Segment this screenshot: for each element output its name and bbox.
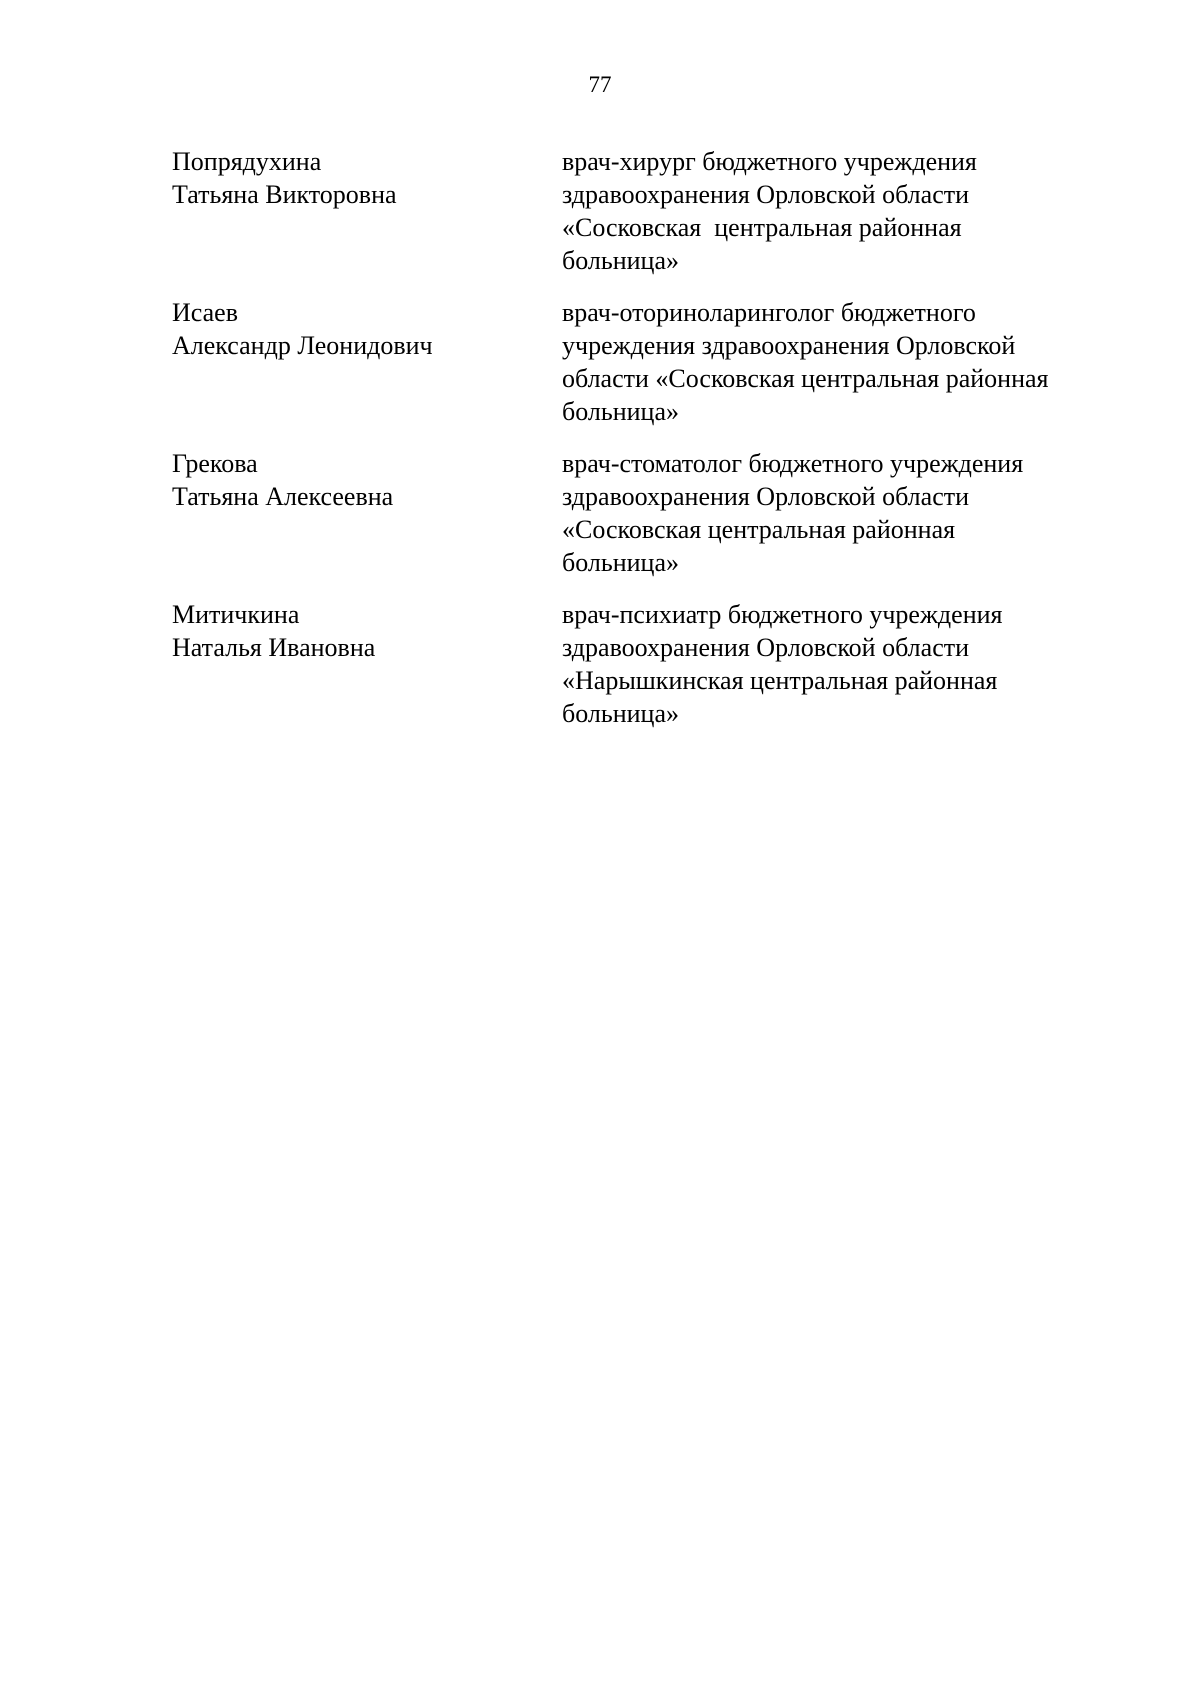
position-line: «Нарышкинская центральная районная xyxy=(562,666,998,695)
member-name xyxy=(172,296,562,428)
member-list xyxy=(172,145,1112,749)
member-position xyxy=(562,447,1112,579)
position-line: «Сосковская центральная районная xyxy=(562,213,962,242)
position-line: врач-хирург бюджетного учреждения xyxy=(562,147,977,176)
position-line: врач-стоматолог бюджетного учреждения xyxy=(562,449,1024,478)
position-line: больница» xyxy=(562,246,679,275)
member-position xyxy=(562,145,1112,277)
member-surname: Исаев xyxy=(172,298,238,327)
member-entry xyxy=(172,447,1112,579)
position-line: больница» xyxy=(562,397,679,426)
member-entry xyxy=(172,296,1112,428)
member-entry xyxy=(172,145,1112,277)
member-given-names: Татьяна Викторовна xyxy=(172,180,397,209)
position-line: здравоохранения Орловской области xyxy=(562,482,970,511)
position-line: больница» xyxy=(562,699,679,728)
page-number: 77 xyxy=(588,72,612,97)
member-given-names: Татьяна Алексеевна xyxy=(172,482,394,511)
member-surname: Грекова xyxy=(172,449,258,478)
position-line: учреждения здравоохранения Орловской xyxy=(562,331,1016,360)
member-name xyxy=(172,145,562,277)
member-name xyxy=(172,447,562,579)
position-line: больница» xyxy=(562,548,679,577)
member-given-names: Александр Леонидович xyxy=(172,331,433,360)
position-line: здравоохранения Орловской области xyxy=(562,633,970,662)
position-line: здравоохранения Орловской области xyxy=(562,180,970,209)
member-surname: Попрядухина xyxy=(172,147,322,176)
position-line: «Сосковская центральная районная xyxy=(562,515,956,544)
member-entry xyxy=(172,598,1112,730)
position-line: врач-оториноларинголог бюджетного xyxy=(562,298,976,327)
member-surname: Митичкина xyxy=(172,600,300,629)
member-position xyxy=(562,296,1112,428)
position-line: врач-психиатр бюджетного учреждения xyxy=(562,600,1003,629)
member-position xyxy=(562,598,1112,730)
member-name xyxy=(172,598,562,730)
member-given-names: Наталья Ивановна xyxy=(172,633,376,662)
position-line: области «Сосковская центральная районная xyxy=(562,364,1049,393)
